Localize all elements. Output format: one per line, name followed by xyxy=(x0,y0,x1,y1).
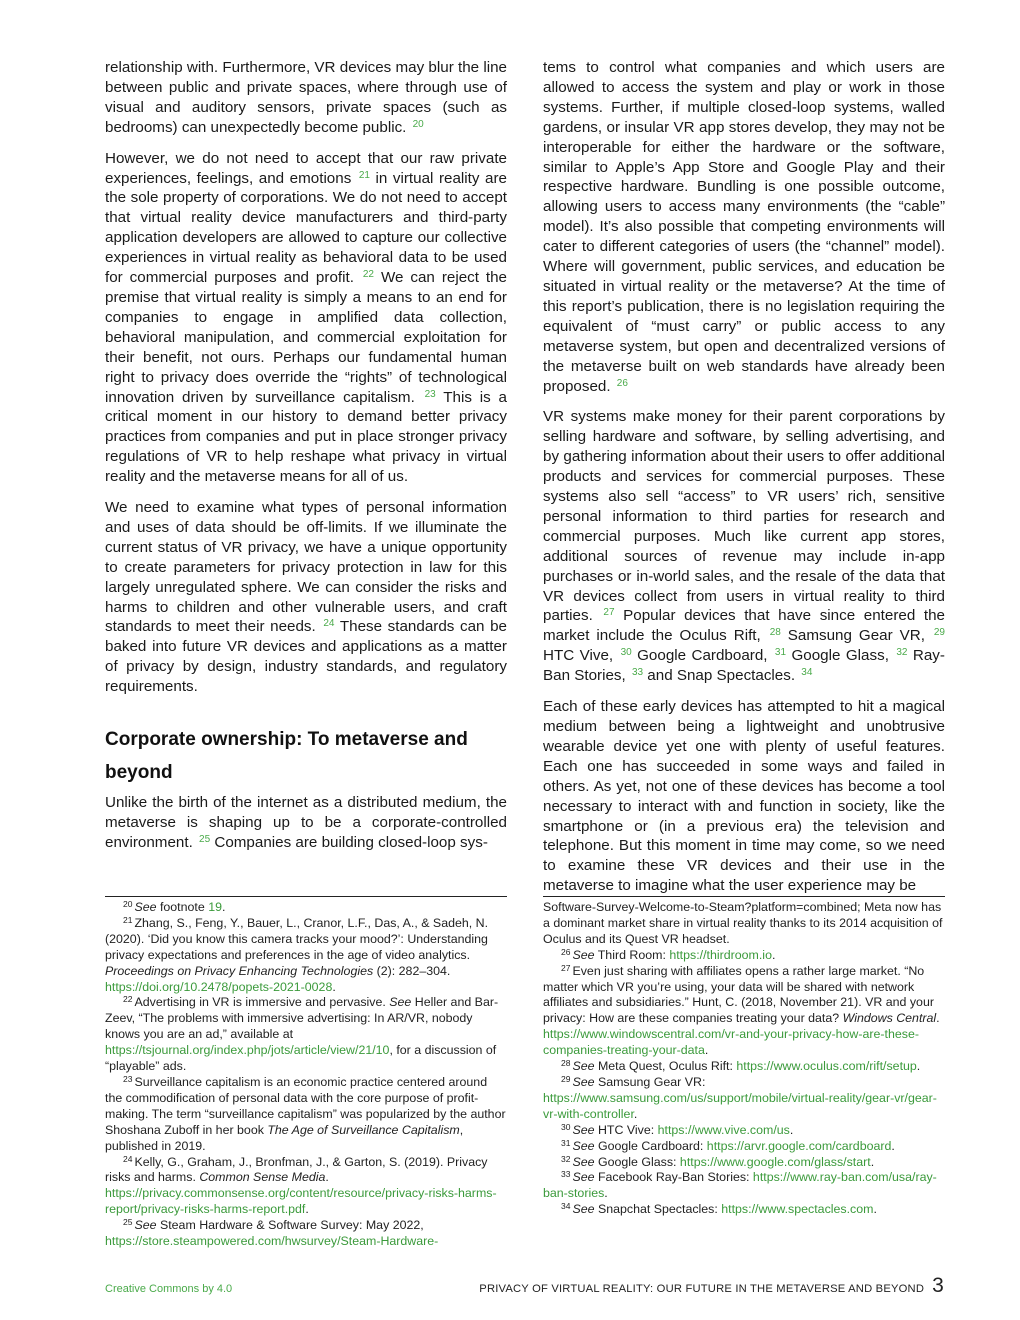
footnote: $^{31}$ See Google Cardboard: https://arvr.google.com/cardboard. xyxy=(561,1137,895,1153)
left-column xyxy=(105,58,507,1260)
footnote-number: 31 xyxy=(561,1137,571,1148)
footnote-number: 20 xyxy=(123,899,133,909)
footnote-number: 25 xyxy=(123,1217,133,1228)
footnote: $^{28}$ See Meta Quest, Oculus Rift: https://www.oculus.com/rift/setup. xyxy=(561,1058,921,1074)
footnote: $^{20}$ See footnote 19. xyxy=(123,899,226,914)
footnote-number: 29 xyxy=(561,1073,571,1084)
left-paragraph: relationship with. Furthermore, VR devices may blur the line between public and private spaces, where through use of visual and auditory sensors, private spaces (such as bedrooms) can unexpectedly become public. $^{20}$ xyxy=(105,59,507,136)
footnote-link[interactable]: https://www.spectacles.com xyxy=(721,1202,874,1217)
footnote-number: 33 xyxy=(561,1169,571,1180)
footnote-link[interactable]: https://tsjournal.org/index.php/jots/article/view/21/10 xyxy=(105,1043,390,1058)
footnote-link[interactable]: https://www.google.com/glass/start xyxy=(679,1154,871,1169)
footnote-ref[interactable]: 30 xyxy=(620,647,632,659)
footnote-link[interactable]: https://doi.org/10.2478/popets-2021-0028 xyxy=(105,979,333,994)
footnote: $^{21}$ Zhang, S., Feng, Y., Bauer, L., Cranor, L.F., Das, A., & Sadeh, N. (2020). ‘Did you know this camera tracks your mood?’: Understanding privacy expectations and preferences in the age of video analytics. Proceedings on Privacy Enhancing Technologies (2): 282–304. https://doi.org/10.2478/popets-2021-0028. xyxy=(105,914,489,994)
footnote: $^{30}$ See HTC Vive: https://www.vive.com/us. xyxy=(561,1121,794,1137)
footnote-link[interactable]: 19 xyxy=(208,900,222,914)
footnote-number: 32 xyxy=(561,1153,571,1164)
footnote-ref[interactable]: 31 xyxy=(774,647,787,659)
footnote-link[interactable]: https://arvr.google.com/cardboard xyxy=(706,1138,892,1153)
left-footnotes xyxy=(105,896,507,1260)
footnote-number: 23 xyxy=(123,1073,133,1084)
footnote: Software-Survey-Welcome-to-Steam?platform=combined; Meta now has a dominant market share in virtual reality thanks to its 2014 acquisition of Oculus and its Quest VR headset. xyxy=(543,900,943,946)
footnote-ref[interactable]: 23 xyxy=(424,388,436,400)
footnote-link[interactable]: https://www.oculus.com/rift/setup xyxy=(736,1059,917,1074)
footnote-link[interactable]: https://www.windowscentral.com/vr-and-your-privacy-how-are-these-companies-treating-your-data xyxy=(543,1027,919,1058)
left-paragraph: However, we do not need to accept that our raw private experiences, feelings, and emotions $^{21}$ in virtual reality are the sole property of corporations. We do not need to accept that virtual reality device manufacturers and third-party application developers are allowed to capture our collective experiences in virtual reality as behavioral data to be used for commercial purposes and profit. $^{22}$ We can reject the premise that virtual reality is simply a means to an end for companies to engage in amplified data collection, behavioral manipulation, and commercial exploitation for their benefit, not ours. Perhaps our fundamental human right to privacy does override the “rights” of technological innovation driven by surveillance capitalism. $^{23}$ This is a critical moment in our history to demand better privacy practices from companies and put in place stronger privacy regulations of VR to help reshape what privacy in virtual reality and the metaverse means for all of us. xyxy=(105,149,507,486)
right-column xyxy=(543,58,945,1260)
footnote-link[interactable]: https://privacy.commonsense.org/content/resource/privacy-risks-harms-report/privacy-risks-harms-report.pdf xyxy=(105,1186,497,1217)
footnote-link[interactable]: https://www.vive.com/us xyxy=(657,1122,790,1137)
footnote: $^{34}$ See Snapchat Spectacles: https://www.spectacles.com. xyxy=(561,1201,877,1217)
running-footer xyxy=(479,1274,944,1298)
footnote-number: 34 xyxy=(561,1201,571,1212)
footnote-number: 30 xyxy=(561,1121,571,1132)
footnote-ref[interactable]: 24 xyxy=(323,618,335,630)
footnote-link[interactable]: https://www.ray-ban.com/usa/ray-ban-stories xyxy=(543,1170,937,1201)
footnote: $^{25}$ See Steam Hardware & Software Survey: May 2022, https://store.steampowered.com/hwsurvey/Steam-Hardware- xyxy=(105,1217,439,1249)
right-body-text xyxy=(543,58,945,896)
footnote-link[interactable]: https://thirdroom.io xyxy=(669,947,772,962)
section-heading: Corporate ownership: To metaverse and beyond xyxy=(105,729,468,784)
footnote-ref[interactable]: 34 xyxy=(801,667,813,679)
footnote-number: 28 xyxy=(561,1058,571,1069)
footnote-ref[interactable]: 27 xyxy=(603,607,615,619)
license-label[interactable]: Creative Commons by 4.0 xyxy=(105,1283,233,1295)
footnote-number: 24 xyxy=(123,1153,133,1164)
right-paragraph: Each of these early devices has attempted to hit a magical medium between being a lightweight and unobtrusive wearable device yet one with plenty of useful features. Each one has succeeded in some ways and failed in others. As yet, not one of these devices has become a tool necessary to interact with and function in society, like the smartphone or (in a previous era) the television and telephone. But this moment in time may come, so we need to examine these VR devices and their use in the metaverse to imagine what the user experience may be xyxy=(543,698,945,895)
right-paragraph: tems to control what companies and which users are allowed to access the system and play or work in those systems. Further, if multiple closed-loop systems, walled gardens, or insular VR app stores develop, they may not be interoperable for either the hardware or the software, similar to Apple’s App Store and Google Play and their respective hardware. Bundling is one possible outcome, allowing users to access many environments (the “cable” model). It’s also possible that competing environments will cater to different categories of users (the “channel” model). Where will government, public services, and education be situated in virtual reality or the metaverse? At the time of this report’s publication, there is no legislation requiring the equivalent of “must carry” or public access to any metaverse system, but open and decentralized versions of the metaverse built on web standards have already been proposed. $^{26}$ xyxy=(543,59,945,395)
footnote-ref[interactable]: 20 xyxy=(412,118,424,130)
footnote-number: 27 xyxy=(561,962,571,973)
page-number: 3 xyxy=(932,1274,944,1297)
footnote-link[interactable]: https://store.steampowered.com/hwsurvey/Steam-Hardware- xyxy=(105,1234,439,1249)
footnote-ref[interactable]: 21 xyxy=(358,169,370,181)
footnote: $^{24}$ Kelly, G., Graham, J., Bronfman, J., & Garton, S. (2019). Privacy risks and harms. Common Sense Media. https://privacy.commonsense.org/content/resource/privacy-risks-harms-report/privacy-risks-harms-report.pdf. xyxy=(105,1153,497,1217)
footnote-link[interactable]: https://www.samsung.com/us/support/mobile/virtual-reality/gear-vr/gear-vr-with-controller xyxy=(543,1090,937,1121)
footnote-ref[interactable]: 22 xyxy=(362,269,374,281)
footnote: $^{27}$ Even just sharing with affiliates opens a rather large market. “No matter which VR you’re using, your data will be shared with network affiliates and subsidiaries.” Hunt, C. (2018, November 21). VR and your privacy: How are these companies treating your data? Windows Central. https://www.windowscentral.com/vr-and-your-privacy-how-are-these-companies-treating-your-data. xyxy=(543,962,940,1058)
right-footnotes xyxy=(543,896,945,1260)
footnote-ref[interactable]: 26 xyxy=(616,377,628,389)
footnote-number: 26 xyxy=(561,946,571,957)
running-title: PRIVACY OF VIRTUAL REALITY: OUR FUTURE IN THE METAVERSE AND BEYOND xyxy=(479,1283,925,1295)
footnote: $^{23}$ Surveillance capitalism is an economic practice centered around the commodification of personal data with the core purpose of profit-making. The term “surveillance capitalism” was popularized by the author Shoshana Zuboff in her book The Age of Surveillance Capitalism, published in 2019. xyxy=(105,1073,506,1153)
footnote: $^{33}$ See Facebook Ray-Ban Stories: https://www.ray-ban.com/usa/ray-ban-stories. xyxy=(543,1169,937,1201)
footnote: $^{22}$ Advertising in VR is immersive and pervasive. See Heller and Bar-Zeev, “The problems with immersive advertising: In AR/VR, nobody knows you are an ad,” available at https://tsjournal.org/index.php/jots/article/view/21/10, for a discussion of “playable” ads. xyxy=(105,994,499,1074)
footnote: $^{26}$ See Third Room: https://thirdroom.io. xyxy=(561,946,776,962)
footnote-ref[interactable]: 25 xyxy=(199,833,211,845)
footnote-ref[interactable]: 28 xyxy=(769,627,781,639)
left-body-text xyxy=(105,58,507,896)
footnote-ref[interactable]: 29 xyxy=(933,627,945,639)
left-paragraph: We need to examine what types of personal information and uses of data should be off-limits. If we illuminate the current status of VR privacy, we have a unique opportunity to create parameters for privacy protection in law for this largely unregulated sphere. We can consider the risks and harms to children and other vulnerable users, and craft standards to meet their needs. $^{24}$ These standards can be baked into future VR devices and applications as a matter of privacy by design, industry standards, and regulatory requirements. xyxy=(105,499,507,696)
footnote: $^{29}$ See Samsung Gear VR: https://www.samsung.com/us/support/mobile/virtual-reality/gear-vr/gear-vr-with-controller. xyxy=(543,1073,937,1121)
footnote-ref[interactable]: 32 xyxy=(896,647,908,659)
footnote: $^{32}$ See Google Glass: https://www.google.com/glass/start. xyxy=(561,1153,875,1169)
footnote-number: 22 xyxy=(123,994,133,1005)
footnote-number: 21 xyxy=(123,914,133,925)
right-paragraph: VR systems make money for their parent corporations by selling hardware and software, by selling advertising, and by gathering information about their users to offer additional products and services for commercial purposes. These systems also sell “access” to VR users’ rich, sensitive personal information to third parties for research and commercial purposes. Much like current app stores, additional sources of revenue may include in-app purchases or in-world sales, and the resale of the data that VR devices collect from users in virtual reality to third parties. $^{27}$ Popular devices that have since entered the market include the Oculus Rift, $^{28}$ Samsung Gear VR, $^{29}$ HTC Vive, $^{30}$ Google Cardboard, $^{31}$ Google Glass, $^{32}$ Ray-Ban Stories, $^{33}$ and Snap Spectacles. $^{34}$ xyxy=(543,408,945,685)
footnote-ref[interactable]: 33 xyxy=(631,667,644,679)
left-paragraph: Unlike the birth of the internet as a distributed medium, the metaverse is shaping up to be a corporate-controlled environment. $^{25}$ Companies are building closed-loop sys- xyxy=(105,794,507,851)
